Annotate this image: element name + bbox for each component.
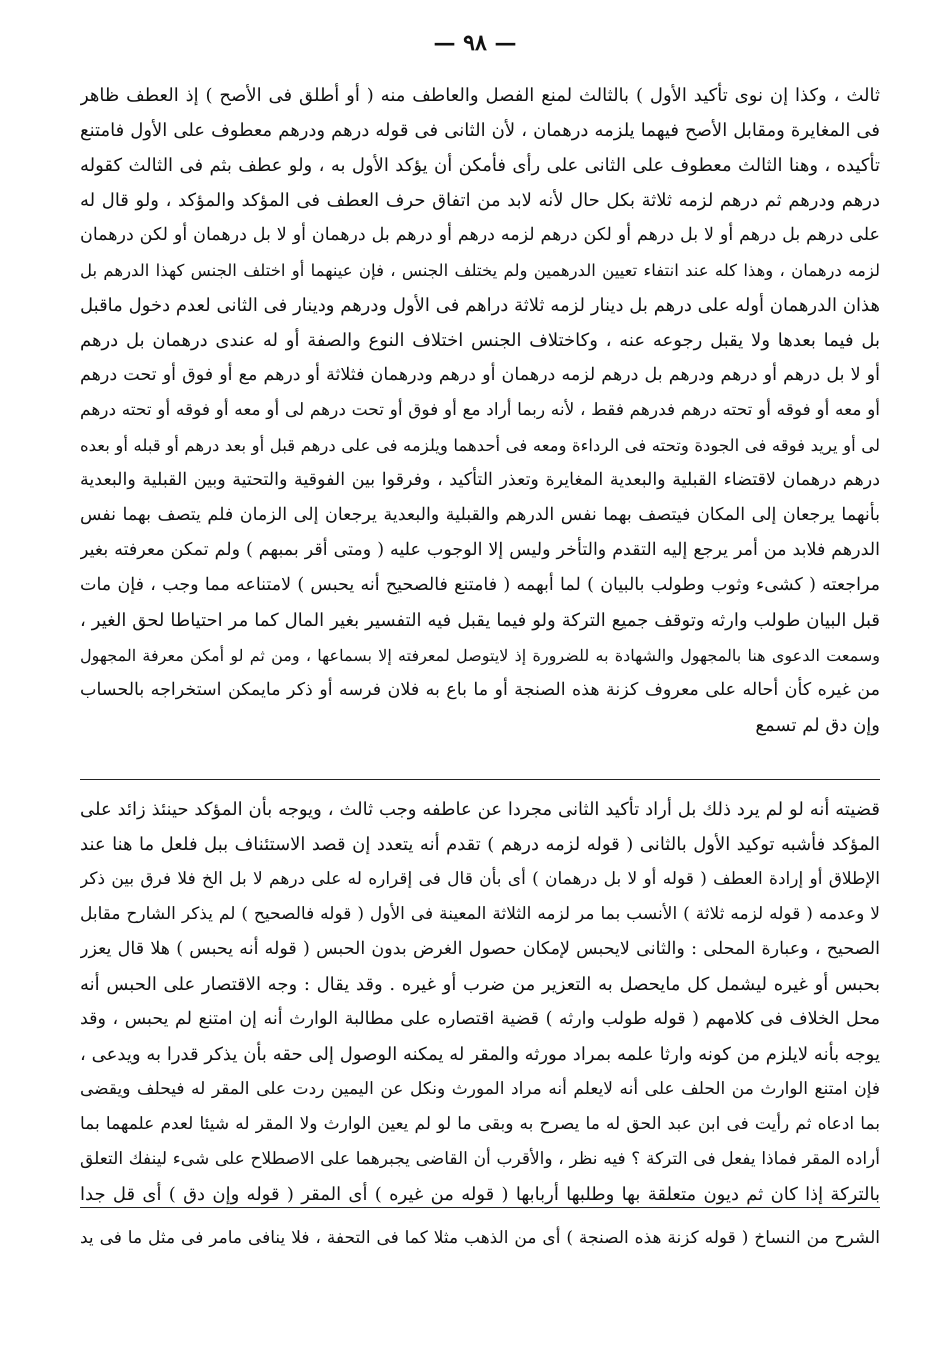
commentary-line: لا وعدمه ( قوله لزمه ثلاثة ) الأنسب بما مر لزمه الثلاثة المعينة فى الأول ( قوله فالصحيح ) لم يذكر الشارح مقابل: [80, 904, 880, 924]
commentary-line: المؤكد فأشبه توكيد الأول بالثانى ( قوله لزمه درهم ) تقدم أنه يتعدد إن قصد الاستئناف ببل فلعل ما هنا عند: [80, 834, 880, 855]
main-line: هذان الدرهمان أوله على درهم بل دينار لزمه ثلاثة دراهم فى الأول ودرهم ودينار فى الثانى لعدم دخول ماقبل: [80, 295, 880, 316]
main-line: درهم درهمان لاقتضاء القبلية والبعدية المغايرة وتعذر التأكيد ، وفرقوا بين الفوقية والتحتية وبين القبلية والبعدية: [80, 470, 880, 490]
main-text: [80, 78, 880, 743]
footnote-line: الشرح من النساخ ( قوله كزنة هذه الصنجة ) أى من الذهب مثلا كما فى التحفة ، فلا ينافى مامر فى مثل ما فى يد: [80, 1228, 880, 1248]
main-line: لزمه درهمان ، وهذا كله عند انتفاء تعيين الدرهمين ولم يختلف الجنس ، فإن عينهما أو اختلف الجنس كهذا الدرهم بل: [80, 261, 880, 280]
footnote-text: [80, 1221, 880, 1256]
main-line: أو معه أو فوقه أو تحته درهم فدرهم فقط ، لأنه ربما أراد مع أو فوق أو تحت درهم لى أو معه أو فوقه أو تحته درهم: [80, 400, 880, 420]
commentary-line: بالتركة إذا كان ثم ديون متعلقة بها وطلبها أربابها ( قوله من غيره ) أى المقر ( قوله وإن دق ) أى قل جدا: [80, 1184, 880, 1205]
commentary-line: أراده المقر فماذا يفعل فى التركة ؟ فيه نظر ، والأقرب أن القاضى يجبرهما على الاصطلاح على شىء لينفك التعلق: [80, 1149, 880, 1169]
main-line: وإن دق لم تسمع: [755, 715, 880, 736]
main-line: مراجعته ( كشىء وثوب وطولب بالبيان ) لما أبهمه ( فامتنع فالصحيح أنه يحبس ) لامتناعه مما وجب ، فإن مات: [80, 575, 880, 595]
main-line: ثالث ، وكذا إن نوى تأكيد الأول ) بالثالث لمنع الفصل والعاطف منه ( أو أطلق فى الأصح ) إذ العطف ظاهر: [80, 85, 880, 106]
commentary-line: الصحيح ، وعبارة المحلى : والثانى لايحبس لإمكان حصول الغرض بدون الحبس ( قوله أنه يحبس ) هلا قال يعزر: [80, 939, 880, 959]
commentary-text: [80, 792, 880, 1212]
commentary-line: بحبس أو غيره ليشمل كل مايحصل به التعزير من ضرب أو غيره . وقد يقال : وجه الاقتصار على الحبس أنه: [80, 974, 880, 995]
main-line: لى أو يريد فوقه فى الجودة وتحته فى الرداءة ومعه فى أحدهما ويلزمه فى على درهم قبل أو بعد درهم أو قبله أو بعده: [80, 436, 880, 455]
commentary-line: قضيته أنه لو لم يرد ذلك بل أراد تأكيد الثانى مجردا عن عاطفه وجب ثالث ، ويوجه بأن المؤكد حينئذ زائد على: [80, 799, 880, 820]
section-divider: [80, 779, 880, 780]
main-line: فى المغايرة ومقابل الأصح فيهما يلزمه درهمان ، لأن الثانى فى قوله درهم ودرهم معطوف على الأول فامتنع: [80, 120, 880, 141]
main-line: قبل البيان طولب وارثه وتوقف جميع التركة ولو فيما يقبل فيه التفسير بغير المال كما مر احتياطا لحق الغير ،: [80, 610, 880, 631]
main-line: تأكيده ، وهنا الثالث معطوف على الثانى على رأى فأمكن أن يؤكد الأول به ، ولو عطف بثم فى الثالث كقوله: [80, 155, 880, 176]
section-divider: [80, 1207, 880, 1208]
commentary-line: فإن امتنع الوارث من الحلف على أنه لايعلم أنه مراد المورث ونكل عن اليمين ردت على المقر له فيحلف ويقضى: [80, 1079, 880, 1099]
main-line: الدرهم فلابد من أمر يرجع إليه التقدم والتأخر وليس إلا الوجوب عليه ( ومتى أقر بمبهم ) ولم تمكن معرفته بغير: [80, 540, 880, 560]
commentary-line: يوجه بأنه لايلزم من كونه وارثا علمه بمراد مورثه والمقر له يمكنه الوصول إلى حقه بأن يذكر قدرا به ويدعى ،: [80, 1044, 880, 1065]
main-line: بأنهما يرجعان إلى المكان فيتصف بهما نفس الدرهم والقبلية والبعدية يرجعان إلى الزمان فلم يتصف بهما نفس: [80, 505, 880, 525]
page-number: — ٩٨ —: [433, 30, 517, 56]
main-line: وسمعت الدعوى هنا بالمجهول والشهادة به للضرورة إذ لايتوصل لمعرفته إلا بسماعها ، ومن ثم لو أمكن معرفة المجهول: [80, 646, 880, 665]
main-line: درهم ودرهم ثم درهم لزمه ثلاثة بكل حال لأنه لابد من اتفاق حرف العطف فى المؤكد والمؤكد ، ولو قال له: [80, 190, 880, 211]
commentary-line: محل الخلاف فى كلامهم ( قوله طولب وارثه ) قضية اقتصاره على مطالبة الوارث أنه إن امتنع لم يحبس ، وقد: [80, 1009, 880, 1029]
main-line: أو لا بل درهم أو درهم ودرهم بل درهم لزمه درهمان أو درهم ودرهمان فثلاثة أو درهم مع أو فوق أو تحت درهم: [80, 365, 880, 385]
commentary-line: الإطلاق أو إرادة العطف ( قوله أو لا بل درهمان ) أى بأن قال فى إقراره له على درهم لا بل الخ فلا فرق بين ذكر: [80, 869, 880, 889]
commentary-line: بما ادعاه ثم رأيت فى ابن عبد الحق له ما يصرح به وبقى ما لو لم يعين الوارث ولا المقر له شيئا لعدم علمهما بما: [80, 1114, 880, 1134]
main-line: من غيره كأن أحاله على معروف كزنة هذه الصنجة أو ما باع به فلان فرسه أو ذكر مايمكن استخراجه بالحساب: [80, 680, 880, 700]
main-line: بل فيما بعدها ولا يقبل رجوعه عنه ، وكاختلاف الجنس اختلاف النوع والصفة أو له عندى درهمان بل درهم: [80, 330, 880, 351]
main-line: على درهم بل درهم أو لا بل درهم أو لكن درهم لزمه درهم أو درهم بل درهمان أو لا بل درهمان أو لكن درهمان: [80, 225, 880, 245]
